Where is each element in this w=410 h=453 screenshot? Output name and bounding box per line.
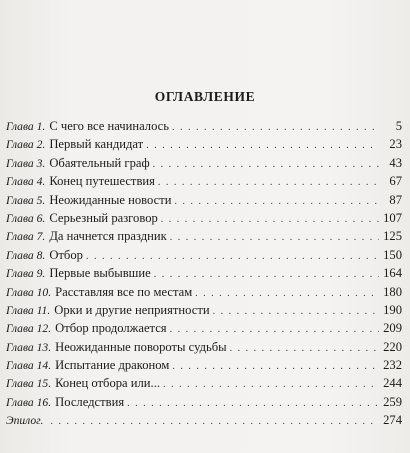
chapter-number: Глава 14. [6,359,52,373]
page-number: 180 [383,284,402,299]
dot-leader [161,214,379,225]
toc-entry [6,358,402,376]
chapter-title: С чего все начиналось [49,119,170,133]
page-number: 67 [389,174,402,189]
dot-leader [172,122,379,133]
toc-entry [6,303,402,321]
page-number: 107 [383,210,402,225]
toc-entry [6,321,402,339]
toc-entry [6,211,402,229]
chapter-number: Глава 15. [6,377,52,391]
toc-entry [6,119,402,137]
toc-entry [6,229,402,247]
page-title: ОГЛАВЛЕНИЕ [154,89,256,104]
page-number: 232 [383,358,402,373]
page-number: 259 [383,394,402,409]
page-number: 87 [389,192,402,207]
chapter-title: Неожиданные повороты судьбы [55,339,227,354]
page-number: 125 [383,229,402,244]
chapter-number: Эпилог. [6,414,44,428]
chapter-title: Серьезный разговор [49,210,158,225]
chapter-number: Глава 16. [6,395,52,409]
chapter-title: Первые выбывшие [49,266,151,281]
chapter-title: Конец путешествия [49,174,155,189]
toc-entry [6,376,402,394]
dot-leader [146,140,379,151]
toc-entry [6,174,402,192]
table-of-contents [6,119,402,432]
page-number: 190 [383,302,402,317]
chapter-number: Глава 7. [6,230,46,244]
chapter-title: Да начнется праздник [49,229,167,244]
dot-leader [172,361,379,372]
dot-leader [154,269,379,280]
dot-leader [158,177,379,188]
page-number: 23 [389,137,402,152]
chapter-number: Глава 1. [6,120,46,133]
dot-leader [127,398,379,409]
toc-entry [6,248,402,266]
toc-entry [6,413,402,431]
toc-entry [6,137,402,155]
dot-leader [213,306,379,317]
dot-leader [170,324,379,335]
chapter-title: Последствия [55,394,125,409]
chapter-number: Глава 4. [6,175,46,189]
chapter-number: Глава 12. [6,322,52,336]
chapter-title: Испытание драконом [55,358,170,373]
dot-leader [174,196,379,207]
toc-entry [6,395,402,413]
page-number: 209 [383,321,402,336]
chapter-number: Глава 6. [6,211,46,225]
page-number: 43 [389,155,402,170]
page-number: 244 [383,376,402,391]
chapter-number: Глава 8. [6,248,46,262]
chapter-number: Глава 5. [6,193,46,207]
chapter-number: Глава 2. [6,138,46,152]
dot-leader [50,416,379,427]
chapter-number: Глава 13. [6,340,52,354]
toc-entry [6,285,402,303]
toc-entry [6,340,402,358]
page-number: 164 [383,266,402,281]
dot-leader [86,251,379,262]
chapter-title: Конец отбора или... [55,376,160,391]
chapter-number: Глава 11. [6,303,51,317]
chapter-title: Неожиданные новости [49,192,172,207]
toc-entry [6,266,402,284]
chapter-number: Глава 3. [6,156,46,170]
page-number: 274 [383,413,402,428]
dot-leader [195,288,379,299]
page-number: 150 [383,247,402,262]
dot-leader [163,379,379,390]
chapter-number: Глава 10. [6,285,52,299]
toc-entry [6,156,402,174]
dot-leader [153,159,379,170]
dot-leader [170,232,379,243]
chapter-title: Первый кандидат [49,137,144,152]
toc-entry [6,193,402,211]
page-number: 5 [395,119,402,133]
page-number: 220 [383,339,402,354]
chapter-title: Отбор продолжается [55,321,167,336]
chapter-number: Глава 9. [6,267,46,281]
chapter-title: Обаятельный граф [49,155,150,170]
chapter-title: Отбор [49,247,83,262]
chapter-title: Орки и другие неприятности [54,302,210,317]
chapter-title: Расставляя все по местам [55,284,193,299]
dot-leader [230,343,379,354]
